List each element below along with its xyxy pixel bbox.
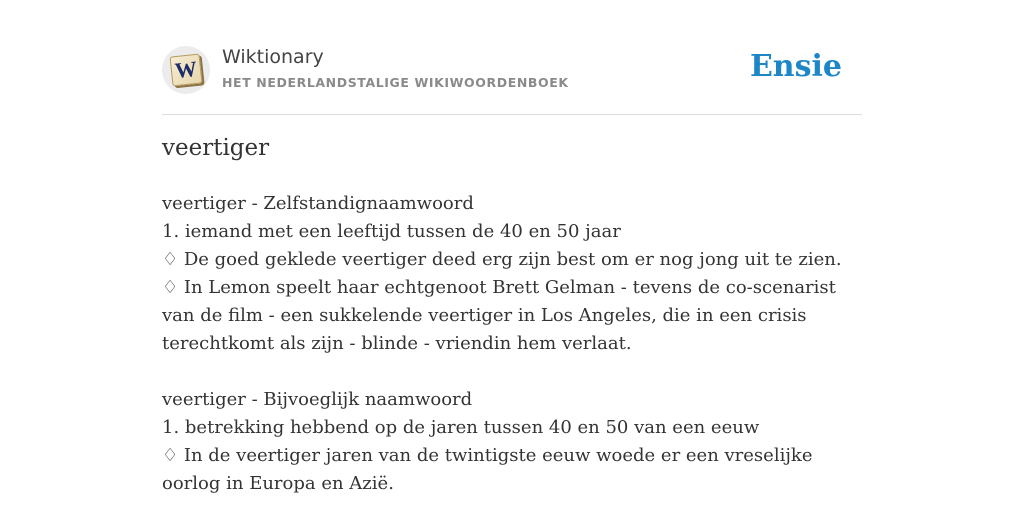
sense-block [162, 386, 862, 498]
sense-definition: 1. iemand met een leeftijd tussen de 40 en 50 jaar [162, 221, 621, 242]
entry-content [162, 190, 862, 498]
site-subtitle: HET NEDERLANDSTALIGE WIKIWOORDENBOEK [222, 75, 569, 90]
wiktionary-logo[interactable] [162, 46, 210, 94]
word-title: veertiger [162, 135, 270, 161]
brand-logo[interactable]: Ensie [749, 49, 842, 84]
sense-block [162, 190, 862, 358]
logo-letter: W [173, 55, 199, 84]
section-spacer [162, 358, 862, 386]
site-title[interactable]: Wiktionary [222, 46, 324, 68]
sense-example: ♢ De goed geklede veertiger deed erg zijn best om er nog jong uit te zien. [162, 249, 842, 270]
header [162, 40, 862, 115]
sense-example: ♢ In Lemon speelt haar echtgenoot Brett Gelman - tevens de co-scenarist van de film - een sukkelende veertiger in Los Angeles, die in een crisis terechtkomt als zijn - blinde - vriendin hem verlaat. [162, 277, 836, 354]
sense-heading: veertiger - Zelfstandignaamwoord [162, 193, 474, 214]
sense-definition: 1. betrekking hebbend op de jaren tussen 40 en 50 van een eeuw [162, 417, 760, 438]
sense-heading: veertiger - Bijvoeglijk naamwoord [162, 389, 473, 410]
wiktionary-tile-icon [170, 54, 203, 87]
sense-example: ♢ In de veertiger jaren van de twintigste eeuw woede er een vreselijke oorlog in Europa en Azië. [162, 445, 813, 494]
